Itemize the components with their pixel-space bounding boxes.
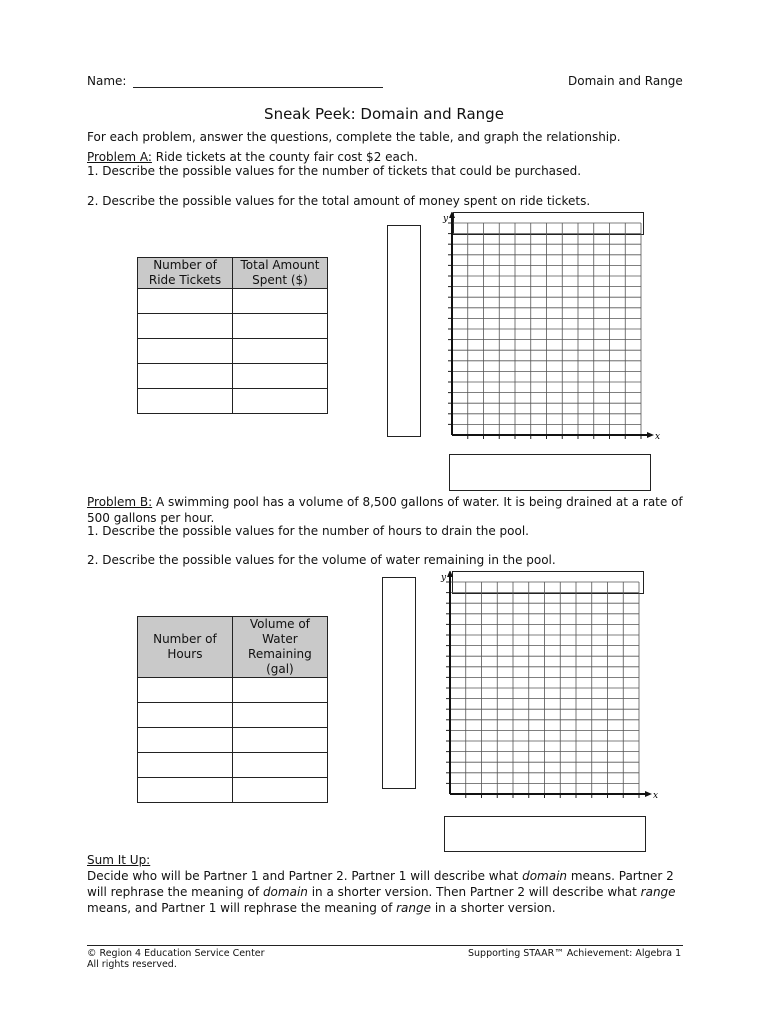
x-axis-label: x bbox=[655, 432, 661, 442]
problem-b-label: Problem B: bbox=[87, 495, 153, 509]
y-axis-arrow bbox=[447, 571, 453, 577]
table-cell[interactable] bbox=[138, 389, 233, 414]
table-row bbox=[138, 314, 328, 339]
table-cell[interactable] bbox=[233, 389, 328, 414]
name-blank-line[interactable] bbox=[133, 87, 383, 88]
x-axis-arrow bbox=[647, 432, 654, 438]
problem-b-graph bbox=[438, 571, 665, 803]
problem-a-y-axis-label-box[interactable] bbox=[387, 225, 421, 437]
name-label: Name: bbox=[87, 74, 127, 88]
sum-text-part: Decide who will be Partner 1 and Partner 2. Partner 1 will describe what bbox=[87, 869, 523, 883]
problem-a-label: Problem A: bbox=[87, 150, 152, 164]
table-cell[interactable] bbox=[138, 364, 233, 389]
table-header: Total Amount Spent ($) bbox=[233, 258, 328, 289]
table-cell[interactable] bbox=[232, 678, 327, 703]
sum-text-part: in a shorter version. Then Partner 2 will describe what bbox=[307, 885, 641, 899]
page-title: Sneak Peek: Domain and Range bbox=[264, 105, 504, 123]
footer-divider bbox=[87, 945, 683, 946]
table-cell[interactable] bbox=[138, 289, 233, 314]
table-row bbox=[138, 728, 328, 753]
table-cell[interactable] bbox=[138, 314, 233, 339]
term-domain: domain bbox=[262, 885, 308, 899]
footer-rights: All rights reserved. bbox=[87, 959, 177, 970]
sum-text-part: means. Partner 2 will rephrase the meaning of bbox=[87, 869, 674, 899]
table-cell[interactable] bbox=[138, 678, 233, 703]
sum-it-up-heading: Sum It Up: bbox=[87, 853, 151, 867]
table-header: Volume of Water Remaining (gal) bbox=[232, 617, 327, 678]
problem-b-x-axis-label-box[interactable] bbox=[444, 816, 646, 852]
x-axis-label: x bbox=[653, 791, 659, 801]
y-axis-label: y bbox=[443, 214, 449, 224]
sum-it-up-text bbox=[87, 868, 687, 916]
problem-a-statement bbox=[87, 150, 418, 165]
table-cell[interactable] bbox=[232, 753, 327, 778]
problem-a-question-1: 1. Describe the possible values for the number of tickets that could be purchased. bbox=[87, 164, 582, 178]
x-axis-arrow bbox=[645, 791, 652, 797]
problem-b-table bbox=[137, 616, 328, 803]
table-cell[interactable] bbox=[233, 314, 328, 339]
table-row bbox=[138, 289, 328, 314]
problem-b-statement bbox=[87, 494, 687, 526]
instructions: For each problem, answer the questions, complete the table, and graph the relationship. bbox=[87, 130, 621, 144]
problem-b-question-1: 1. Describe the possible values for the number of hours to drain the pool. bbox=[87, 524, 529, 538]
table-row bbox=[138, 703, 328, 728]
table-row bbox=[138, 339, 328, 364]
table-cell[interactable] bbox=[138, 703, 233, 728]
table-row bbox=[138, 753, 328, 778]
table-cell[interactable] bbox=[232, 778, 327, 803]
problem-a-table bbox=[137, 257, 328, 414]
table-header: Number of Hours bbox=[138, 617, 233, 678]
problem-b-y-axis-label-box[interactable] bbox=[382, 577, 416, 789]
table-cell[interactable] bbox=[138, 778, 233, 803]
y-axis-arrow bbox=[449, 212, 455, 218]
problem-a-x-axis-label-box[interactable] bbox=[449, 454, 651, 491]
table-cell[interactable] bbox=[233, 339, 328, 364]
table-cell[interactable] bbox=[233, 289, 328, 314]
problem-b-question-2: 2. Describe the possible values for the volume of water remaining in the pool. bbox=[87, 553, 556, 567]
sum-text-part: means, and Partner 1 will rephrase the meaning of bbox=[87, 901, 397, 915]
footer-series: Supporting STAAR™ Achievement: Algebra 1 bbox=[468, 948, 682, 959]
term-range: range bbox=[396, 901, 432, 915]
table-row bbox=[138, 364, 328, 389]
y-axis-label: y bbox=[441, 573, 447, 583]
problem-a-graph bbox=[440, 212, 665, 444]
table-row bbox=[138, 778, 328, 803]
term-domain: domain bbox=[522, 869, 568, 883]
problem-b-text: A swimming pool has a volume of 8,500 gallons of water. It is being drained at a rate of 500 gallons per hour. bbox=[87, 495, 683, 525]
table-cell[interactable] bbox=[138, 728, 233, 753]
problem-a-question-2: 2. Describe the possible values for the total amount of money spent on ride tickets. bbox=[87, 194, 591, 208]
table-header: Number of Ride Tickets bbox=[138, 258, 233, 289]
term-range: range bbox=[640, 885, 676, 899]
doc-label: Domain and Range bbox=[568, 74, 683, 88]
footer-copyright: © Region 4 Education Service Center bbox=[87, 948, 265, 959]
table-cell[interactable] bbox=[232, 728, 327, 753]
sum-text-part: in a shorter version. bbox=[431, 901, 556, 915]
table-cell[interactable] bbox=[138, 339, 233, 364]
table-row bbox=[138, 678, 328, 703]
problem-a-text: Ride tickets at the county fair cost $2 each. bbox=[151, 150, 418, 164]
table-cell[interactable] bbox=[138, 753, 233, 778]
table-cell[interactable] bbox=[233, 364, 328, 389]
table-cell[interactable] bbox=[232, 703, 327, 728]
table-row bbox=[138, 389, 328, 414]
